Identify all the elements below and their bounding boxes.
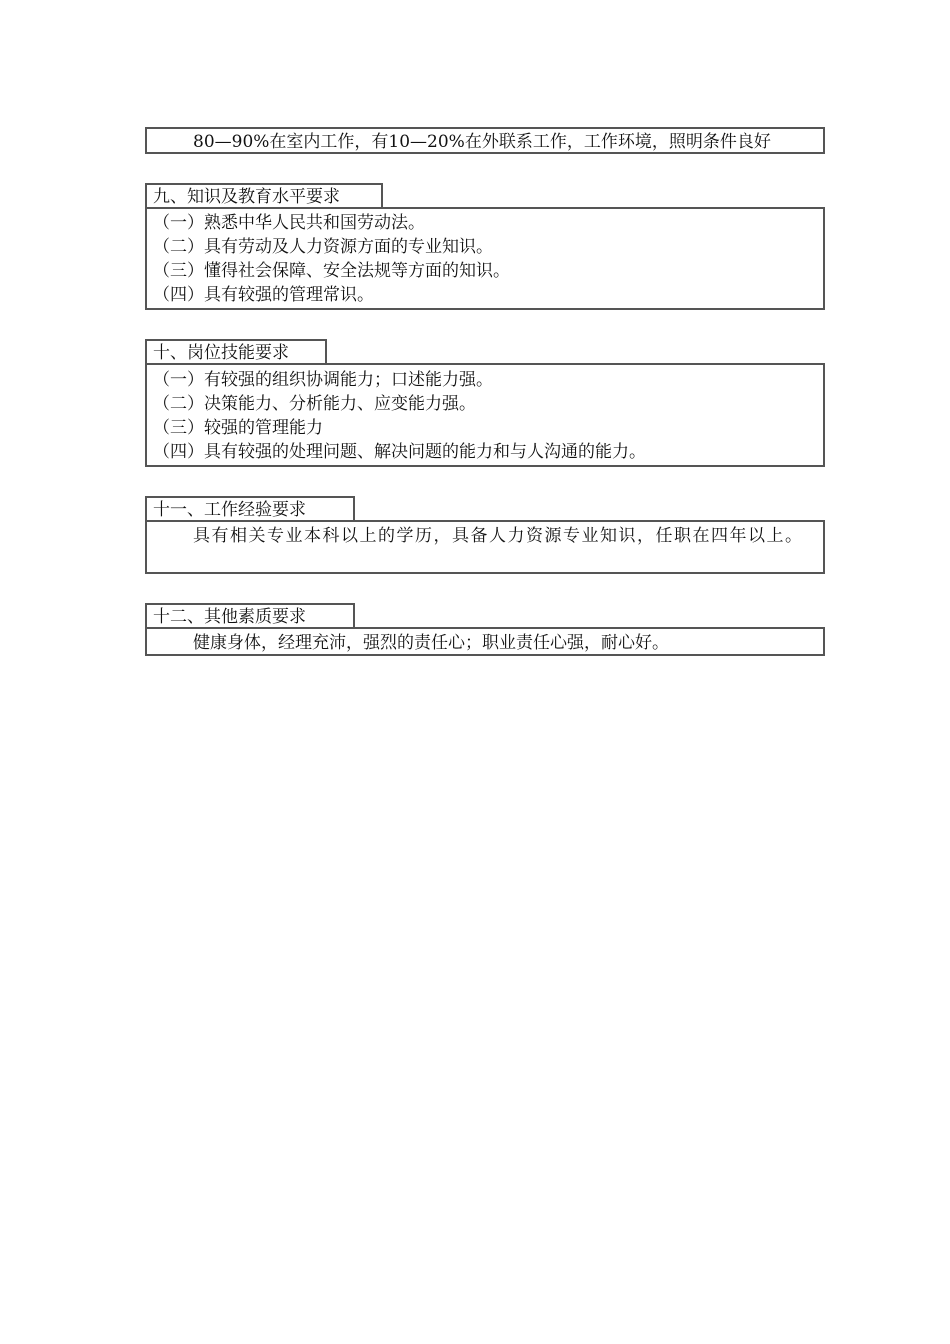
section10-title: 十、岗位技能要求 (145, 339, 327, 364)
section10-box (145, 363, 825, 467)
section9-box (145, 207, 825, 310)
section10-item-1: （一）有较强的组织协调能力；口述能力强。 (153, 370, 493, 390)
section9-title: 九、知识及教育水平要求 (145, 183, 383, 208)
section10-item-3: （三）较强的管理能力 (153, 418, 323, 438)
section9-item-3: （三）懂得社会保障、安全法规等方面的知识。 (153, 261, 510, 281)
work-environment-text: 80—90%在室内工作，有10—20%在外联系工作，工作环境，照明条件良好 (193, 132, 771, 152)
section11-text: 具有相关专业本科以上的学历，具备人力资源专业知识，任职在四年以上。 (193, 526, 804, 546)
section9-item-4: （四）具有较强的管理常识。 (153, 285, 374, 305)
work-environment-box (145, 127, 825, 154)
section9-item-1: （一）熟悉中华人民共和国劳动法。 (153, 213, 425, 233)
section11-title: 十一、工作经验要求 (145, 496, 355, 521)
section10-item-2: （二）决策能力、分析能力、应变能力强。 (153, 394, 476, 414)
section12-text: 健康身体，经理充沛，强烈的责任心；职业责任心强，耐心好。 (193, 633, 669, 653)
section10-item-4: （四）具有较强的处理问题、解决问题的能力和与人沟通的能力。 (153, 442, 646, 462)
section9-item-2: （二）具有劳动及人力资源方面的专业知识。 (153, 237, 493, 257)
section12-title: 十二、其他素质要求 (145, 603, 355, 628)
section11-box (145, 520, 825, 574)
section12-box (145, 627, 825, 656)
